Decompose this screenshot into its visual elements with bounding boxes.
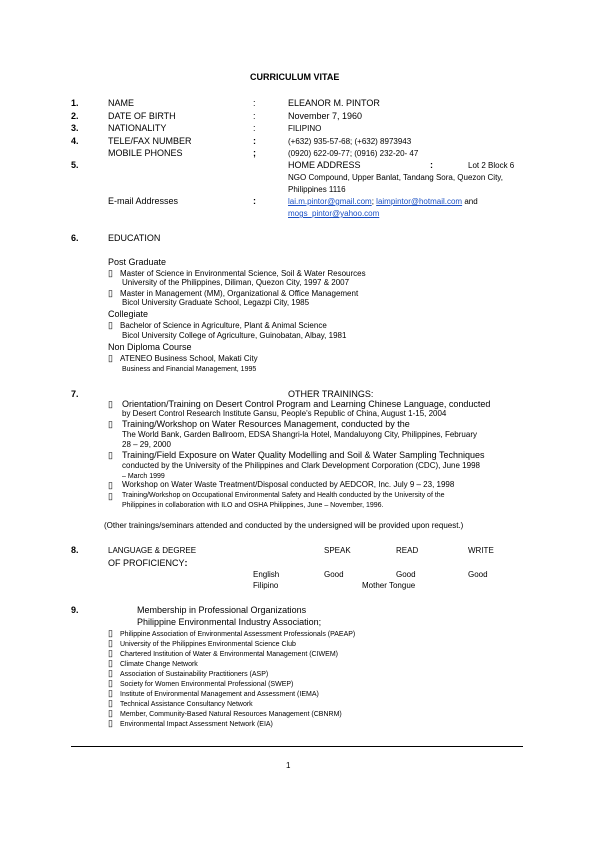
english-read: Good: [396, 570, 416, 579]
list-item: [108, 649, 338, 658]
membership-subheading: Philippine Environmental Industry Association;: [137, 617, 322, 627]
training-line: Workshop on Water Waste Treatment/Disposal conducted by AEDCOR, Inc. July 9 – 23, 1998: [122, 480, 455, 489]
training-line: by Desert Control Research Institute Gansu, People's Republic of China, August 1-15, 2004: [122, 409, 447, 418]
language-english: English: [253, 570, 280, 579]
training-line: Orientation/Training on Desert Control Program and Learning Chinese Language, conducted: [122, 399, 491, 409]
colon: :: [253, 123, 256, 133]
col-write: WRITE: [468, 546, 494, 555]
school: University of the Philippines, Diliman, Quezon City, 1997 & 2007: [122, 278, 350, 287]
bullet-icon: ▯: [108, 718, 113, 728]
proficiency-label: OF PROFICIENCY: [108, 558, 185, 568]
email-line-1: [288, 198, 478, 206]
footer-rule: [71, 746, 523, 747]
post-graduate-heading: Post Graduate: [108, 257, 167, 267]
colon: :: [430, 160, 433, 170]
org-name: Environmental Impact Assessment Network (EIA): [120, 721, 273, 728]
list-item: [108, 669, 268, 678]
training-line: 28 – 29, 2000: [122, 440, 171, 449]
english-speak: Good: [324, 570, 344, 579]
bullet-icon: ▯: [108, 419, 113, 429]
bullet-icon: ▯: [108, 638, 113, 648]
degree: Master in Management (MM), Organizational & Office Management: [120, 289, 359, 298]
filipino-note: Mother Tongue: [362, 581, 416, 590]
degree: Master of Science in Environmental Science, Soil & Water Resources: [120, 269, 366, 278]
org-name: University of the Philippines Environmental Science Club: [120, 641, 296, 648]
item-number: 9.: [71, 605, 79, 615]
trainings-heading: OTHER TRAININGS:: [288, 389, 374, 399]
bullet-icon: ▯: [108, 399, 113, 409]
document-title: CURRICULUM VITAE: [250, 72, 340, 82]
bullet-icon: ▯: [108, 480, 113, 490]
org-name: Philippine Association of Environmental Assessment Professionals (PAEAP): [120, 631, 356, 638]
page-number: 1: [286, 761, 291, 770]
email-link-yahoo[interactable]: mogs_pintor@yahoo.com: [288, 209, 380, 218]
address-line-1: Lot 2 Block 6: [468, 161, 515, 170]
bullet-icon: ▯: [108, 698, 113, 708]
training-line: Training/Workshop on Water Resources Management, conducted by the: [122, 419, 410, 429]
list-item: [108, 709, 342, 718]
org-name: Association of Sustainability Practitioners (ASP): [120, 671, 269, 678]
org-name: Technical Assistance Consultancy Network: [120, 701, 253, 708]
degree: ATENEO Business School, Makati City: [120, 354, 258, 363]
colon: ;: [253, 148, 256, 158]
telefax-label: TELE/FAX NUMBER: [108, 136, 192, 146]
training-line: – March 1999: [122, 473, 165, 480]
org-name: Institute of Environmental Management and Assessment (IEMA): [120, 691, 319, 698]
mobile-value: (0920) 622-09-77; (0916) 232-20- 47: [288, 149, 419, 158]
bullet-icon: ▯: [108, 288, 113, 298]
list-item: [108, 269, 366, 278]
email-link-gmail[interactable]: lai.m.pintor@gmail.com: [288, 197, 372, 206]
bullet-icon: ▯: [108, 708, 113, 718]
school: Bicol University Graduate School, Legazpi City, 1985: [122, 298, 310, 307]
colon: :: [184, 558, 188, 568]
list-item: [108, 659, 198, 668]
education-heading: EDUCATION: [108, 233, 161, 243]
list-item: [108, 629, 355, 638]
bullet-icon: ▯: [108, 450, 113, 460]
org-name: Chartered Institution of Water & Environmental Management (CIWEM): [120, 651, 338, 658]
address-label: HOME ADDRESS: [288, 160, 361, 170]
telefax-value: (+632) 935-57-68; (+632) 8973943: [288, 137, 412, 146]
colon: :: [253, 196, 256, 206]
item-number: 3.: [71, 123, 79, 133]
training-line: Training/Workshop on Occupational Environmental Safety and Health conducted by the University of the: [122, 492, 445, 499]
address-line-3: Philippines 1116: [288, 185, 346, 194]
language-heading: LANGUAGE & DEGREE: [108, 546, 197, 555]
dob-value: November 7, 1960: [288, 111, 363, 121]
email-separator: ;: [371, 197, 374, 206]
bullet-icon: ▯: [108, 268, 113, 278]
item-number: 5.: [71, 160, 79, 170]
list-item: [108, 354, 258, 363]
colon: :: [253, 98, 256, 108]
col-read: READ: [396, 546, 419, 555]
email-link-hotmail[interactable]: laimpintor@hotmail.com: [376, 197, 463, 206]
proficiency-heading: [108, 559, 188, 568]
email-label: E-mail Addresses: [108, 196, 179, 206]
item-number: 8.: [71, 545, 79, 555]
list-item: [108, 699, 253, 708]
bullet-icon: ▯: [108, 658, 113, 668]
training-line: Training/Field Exposure on Water Quality Modelling and Soil & Water Sampling Techniques: [122, 450, 485, 460]
language-filipino: Filipino: [253, 581, 279, 590]
nationality-label: NATIONALITY: [108, 123, 167, 133]
training-line: The World Bank, Garden Ballroom, EDSA Shangri-la Hotel, Mandaluyong City, Philippines, February: [122, 430, 477, 439]
address-line-2: NGO Compound, Upper Banlat, Tandang Sora, Quezon City,: [288, 173, 503, 182]
item-number: 4.: [71, 136, 79, 146]
trainings-note: (Other trainings/seminars attended and conducted by the undersigned will be provided upon request.): [104, 521, 464, 530]
colon: :: [253, 136, 256, 146]
item-number: 2.: [71, 111, 79, 121]
item-number: 7.: [71, 389, 79, 399]
col-speak: SPEAK: [324, 546, 351, 555]
bullet-icon: ▯: [108, 628, 113, 638]
list-item: [108, 321, 327, 330]
mobile-label: MOBILE PHONES: [108, 148, 183, 158]
name-label: NAME: [108, 98, 135, 108]
email-line-2: [288, 210, 379, 218]
bullet-icon: ▯: [108, 668, 113, 678]
collegiate-heading: Collegiate: [108, 309, 149, 319]
bullet-icon: ▯: [108, 320, 113, 330]
org-name: Society for Women Environmental Professional (SWEP): [120, 681, 294, 688]
training-line: Philippines in collaboration with ILO and OSHA Philippines, June – November, 1996.: [122, 502, 384, 509]
bullet-icon: ▯: [108, 491, 113, 501]
list-item: [108, 689, 319, 698]
email-separator: and: [464, 197, 478, 206]
org-name: Climate Change Network: [120, 661, 198, 668]
colon: :: [253, 111, 256, 121]
english-write: Good: [468, 570, 488, 579]
list-item: [108, 679, 293, 688]
bullet-icon: ▯: [108, 353, 113, 363]
list-item: [108, 639, 296, 648]
dob-label: DATE OF BIRTH: [108, 111, 176, 121]
membership-heading: Membership in Professional Organizations: [137, 605, 307, 615]
school: Bicol University College of Agriculture, Guinobatan, Albay, 1981: [122, 331, 347, 340]
bullet-icon: ▯: [108, 648, 113, 658]
list-item: [108, 289, 358, 298]
item-number: 1.: [71, 98, 79, 108]
org-name: Member, Community-Based Natural Resources Management (CBNRM): [120, 711, 342, 718]
list-item: [108, 719, 273, 728]
name-value: ELEANOR M. PINTOR: [288, 98, 380, 108]
school: Business and Financial Management, 1995: [122, 366, 257, 373]
non-diploma-heading: Non Diploma Course: [108, 342, 192, 352]
training-line: conducted by the University of the Philippines and Clark Development Corporation (CDC), June 1998: [122, 461, 480, 470]
bullet-icon: ▯: [108, 688, 113, 698]
bullet-icon: ▯: [108, 678, 113, 688]
nationality-value: FILIPINO: [288, 124, 322, 133]
degree: Bachelor of Science in Agriculture, Plant & Animal Science: [120, 321, 327, 330]
item-number: 6.: [71, 233, 79, 243]
